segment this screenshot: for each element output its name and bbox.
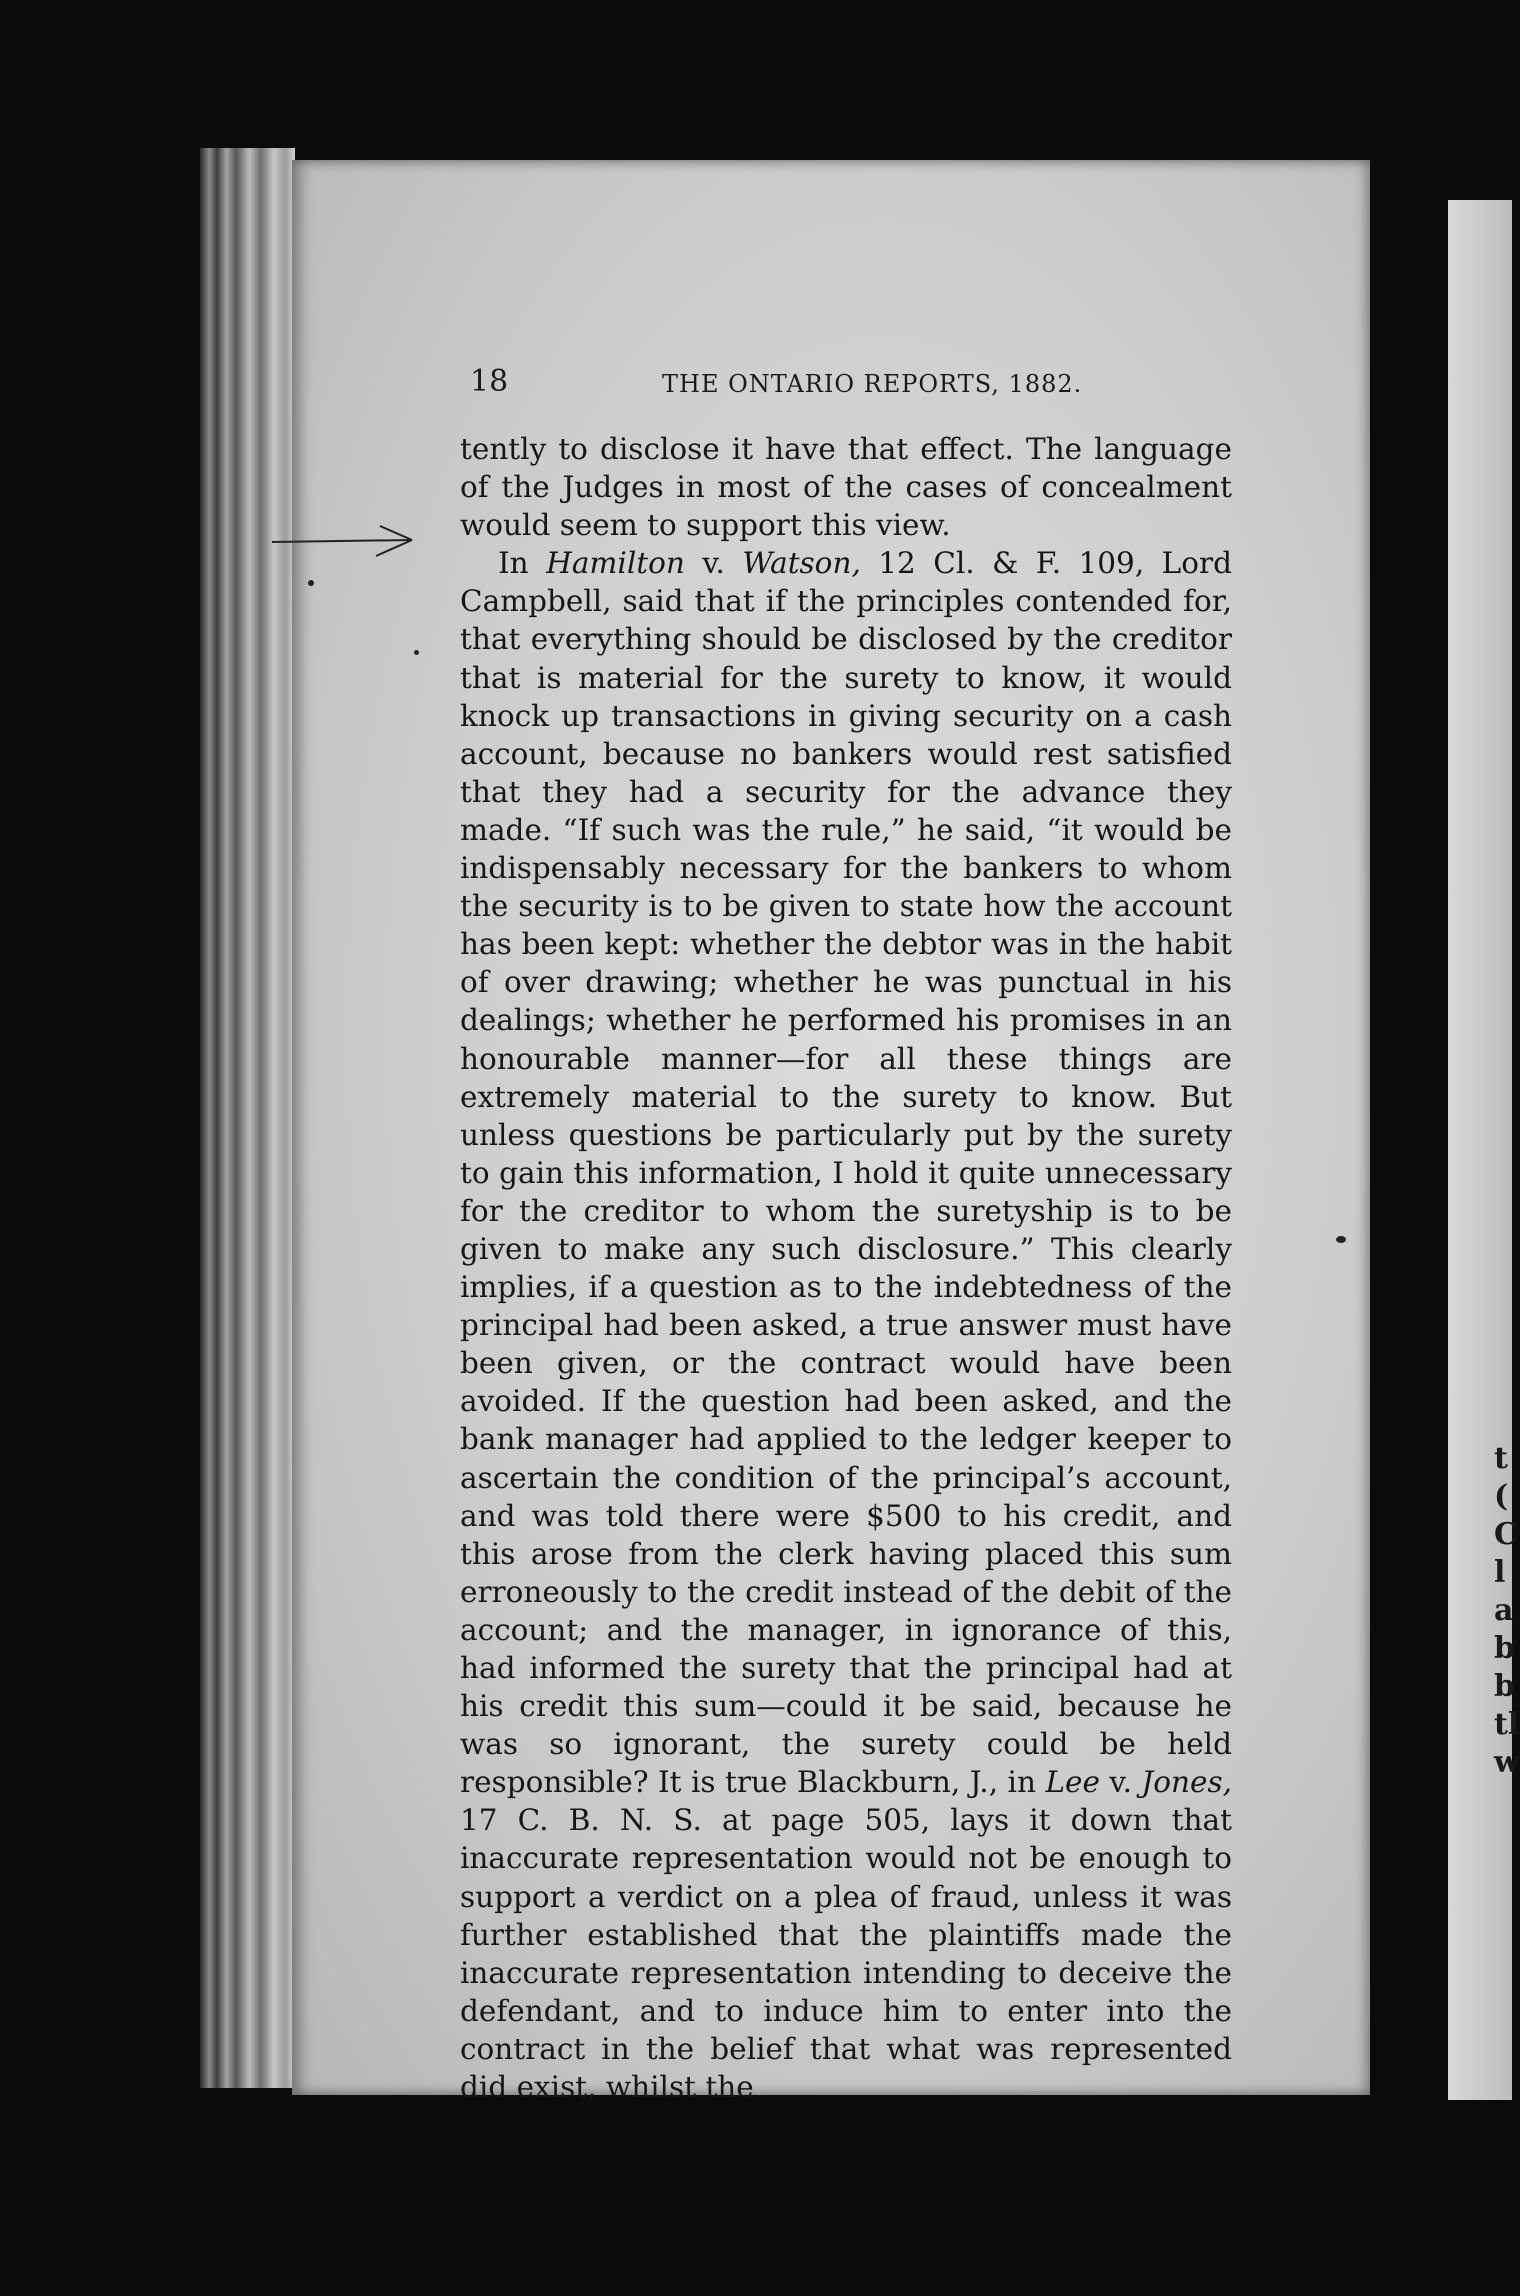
fragment: C [1494,1517,1518,1552]
book-page-edges [200,148,295,2088]
fragment: tl [1494,1707,1520,1742]
fragment: b [1494,1631,1515,1666]
fragment: w [1494,1745,1520,1780]
page-header [470,364,1238,408]
scan-speck [1336,1236,1346,1243]
fragment: b [1494,1669,1515,1704]
running-head: THE ONTARIO REPORTS, 1882. [662,370,1083,398]
facing-page-edge [1448,200,1520,2100]
text-run: 17 C. B. N. S. at page 505, lays it down that inaccurate representation would not be enough to support a verdict on a plea of fraud, unless it was further established that the plaintiffs made the inaccurate representation intending to deceive the defendant, and to induce him to enter into the contract in the belief that what was represented did exist, whilst the [460,1803,1232,2105]
text-run: v. [684,546,743,581]
fragment: ( [1494,1479,1509,1514]
fragment: a [1494,1593,1514,1628]
text-run: In [498,546,547,581]
case-name: Lee [1045,1765,1100,1800]
paragraph [460,544,1232,2106]
case-name: Hamilton [546,546,685,581]
text-run: v. [1099,1765,1142,1800]
page-number: 18 [470,364,509,399]
fragment: t [1494,1441,1508,1476]
scan-speck [414,650,419,655]
fragment: l [1494,1555,1506,1590]
case-name: Jones, [1141,1765,1232,1800]
case-name: Watson, [742,546,861,581]
text-run: 12 Cl. & F. 109, Lord Campbell, said that if the principles contended for, that everything should be disclosed by the creditor that is material for the surety to know, it would knock up transactions in giving security on a cash account, because no bankers would rest satisfied that they had a security for the advance they made. “If such was the rule,” he said, “it would be indispensably necessary for the bankers to whom the security is to be given to state how the account has been kept: whether the debtor was in the habit of over drawing; whether he was punctual in his dealings; whether he performed his promises in an honourable manner—for all these things are extremely material to the surety to know. But unless questions be particularly put by the surety to gain this information, I hold it quite unnecessary for the creditor to whom the suretyship is to be given to make any such disclosure.” This clearly implies, if a question as to the indebtedness of the principal had been asked, a true answer must have been given, or the contract would have been avoided. If the question had been asked, and the bank manager had applied to the ledger keeper to ascertain the condition of the principal’s account, and was told there were $500 to his credit, and this arose from the clerk having placed this sum erroneously to the credit instead of the debit of the account; and the manager, in ignorance of this, had informed the surety that the principal had at his credit this sum—could it be said, because he was so ignorant, the surety could be held responsible? It is true Blackburn, J., in [460,546,1232,1800]
body-text [460,430,1232,2106]
margin-arrow-annotation [272,520,432,570]
paragraph: tently to disclose it have that effect. The language of the Judges in most of the cases of concealment would seem to support this view. [460,432,1232,543]
facing-page-fragments [1494,1440,1520,1782]
scan-speck [308,580,314,586]
